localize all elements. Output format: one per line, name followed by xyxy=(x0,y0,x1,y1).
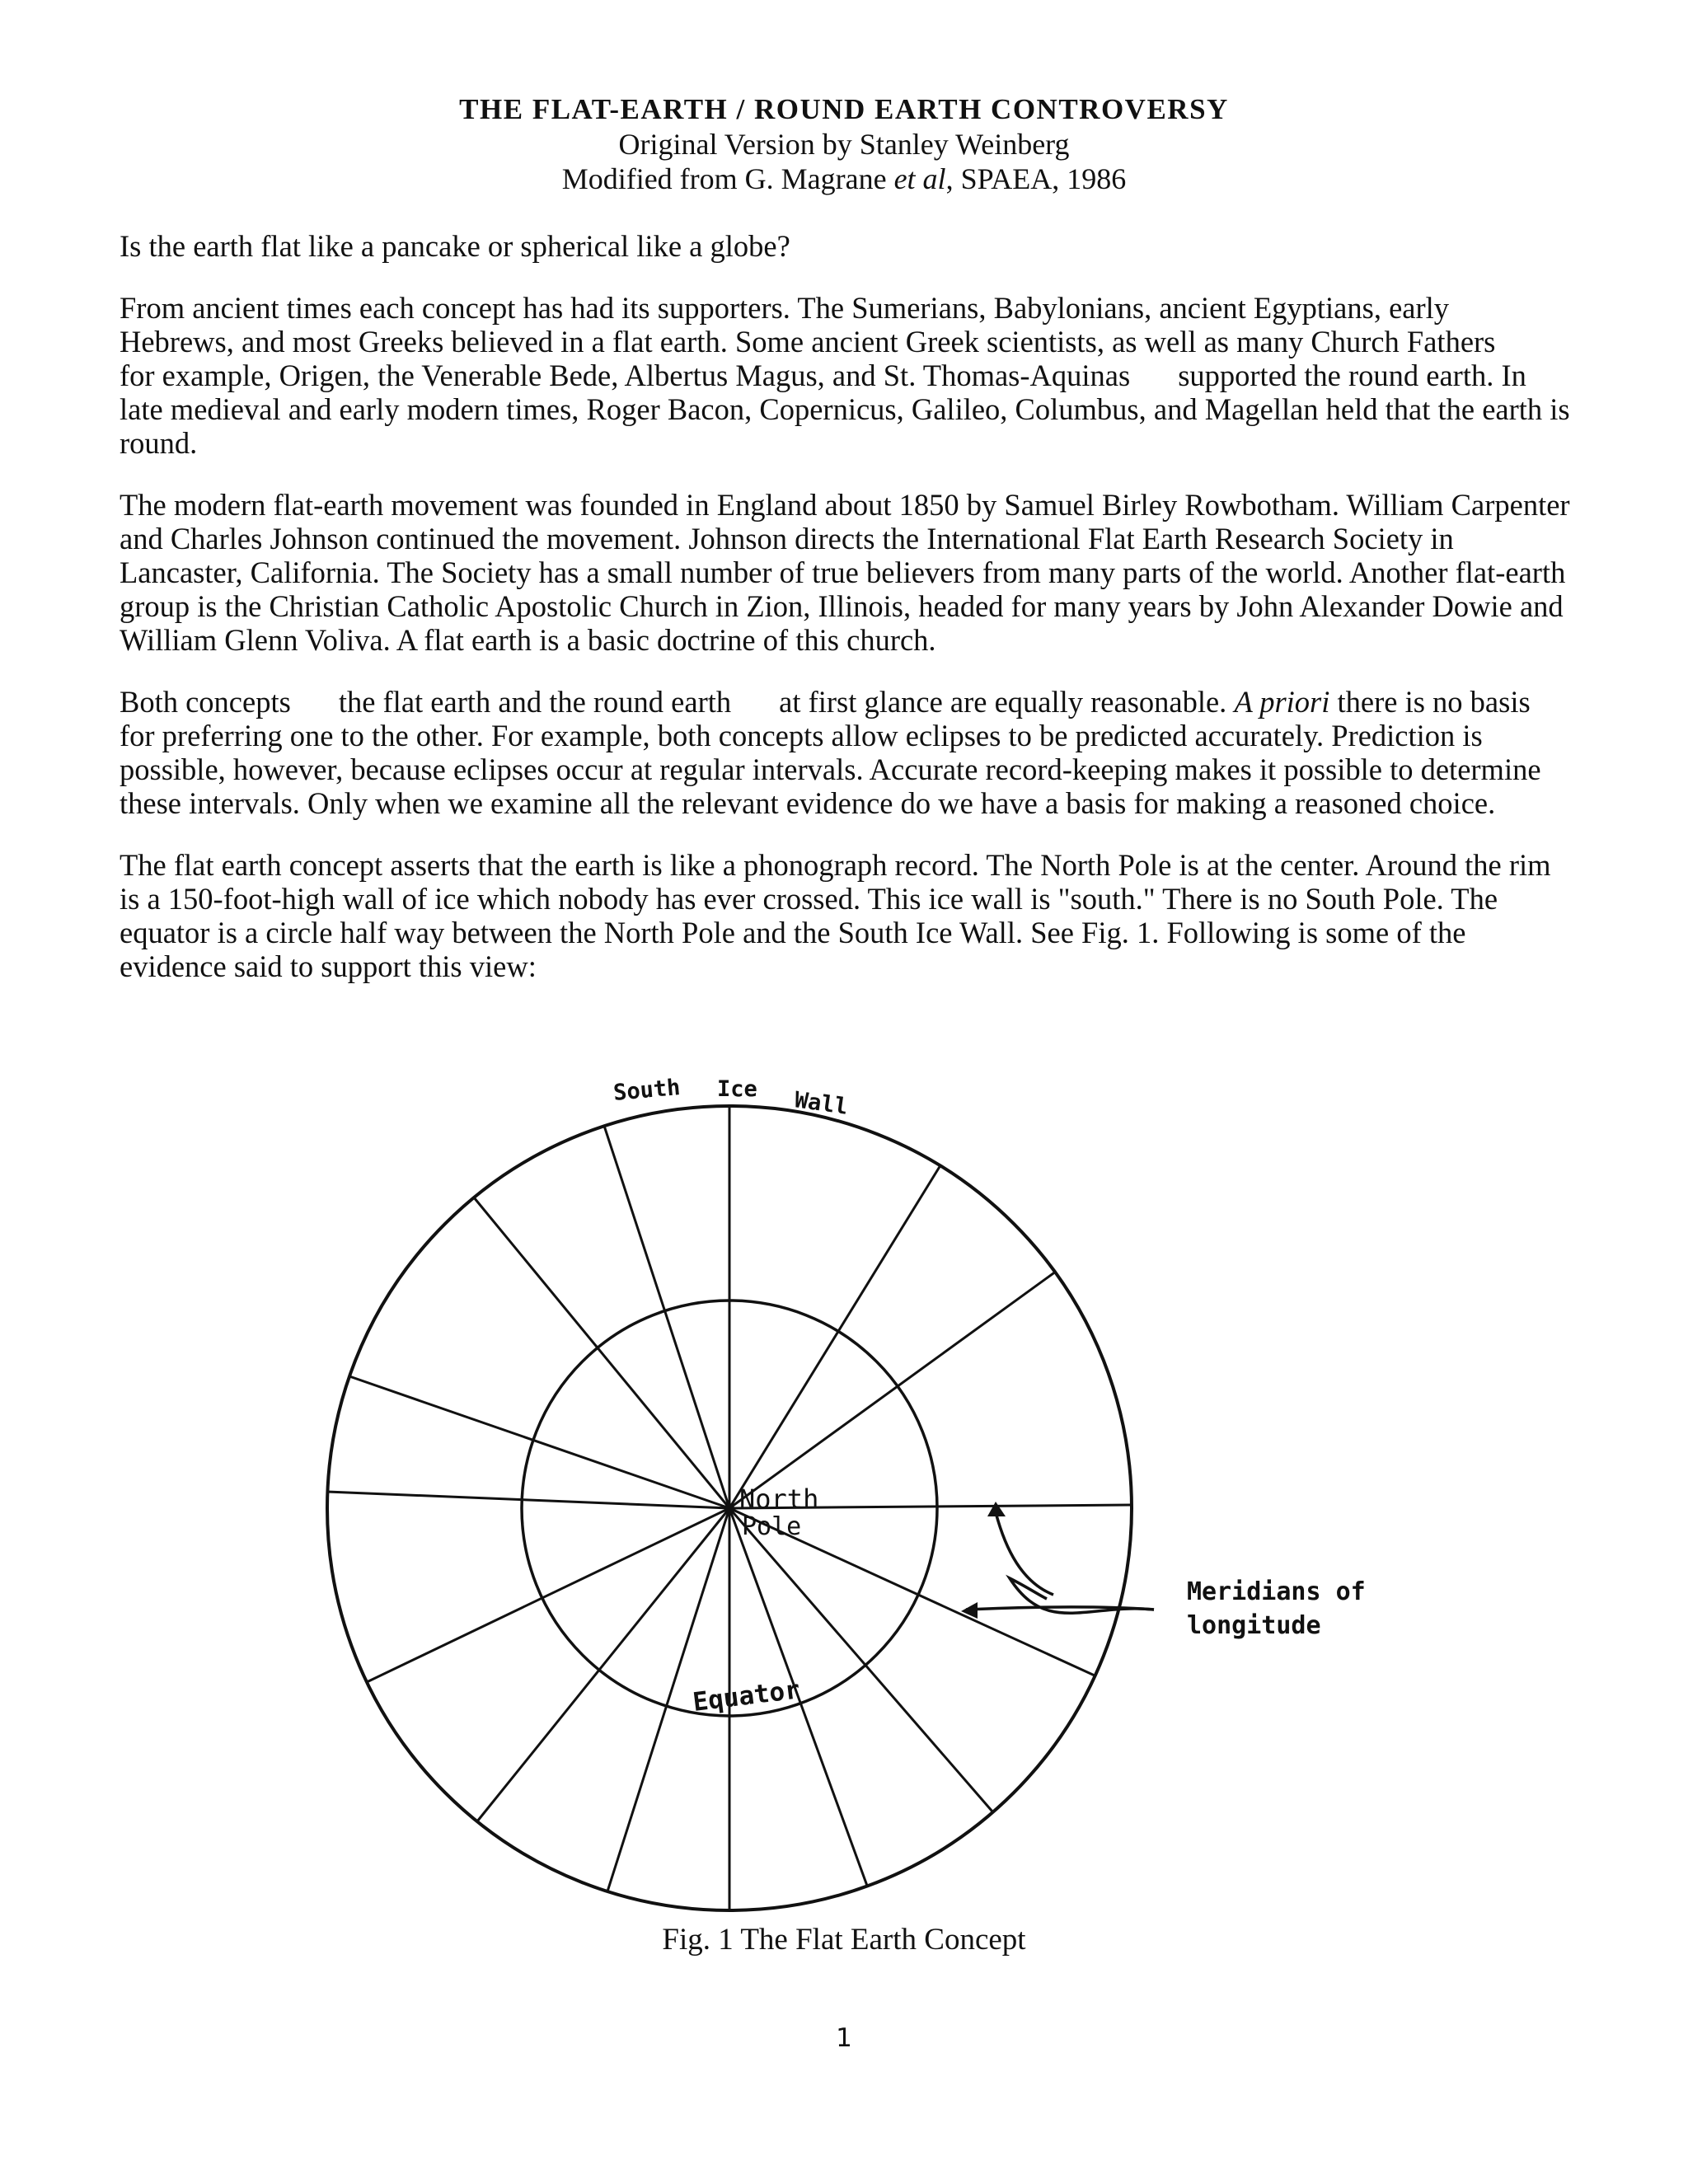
leader-branch xyxy=(996,1512,1053,1595)
history-part-2: for example, Origen, the Venerable Bede, Albertus Magus, and St. Thomas-Aquinas xyxy=(120,359,1131,392)
concepts-part-3: at first glance are equally reasonable. xyxy=(779,685,1227,719)
paragraph-history xyxy=(120,291,1570,460)
meridian-line xyxy=(604,1126,729,1508)
paragraph-modern-movement: The modern flat-earth movement was founded in England about 1850 by Samuel Birley Rowbotham. William Carpenter and Charles Johnson continued the movement. Johnson directs the International Flat Earth Research Society in Lancaster, California. The Society has a small number of true believers from many parts of the world. Another flat-earth group is the Christian Catholic Apostolic Church in Zion, Illinois, headed for many years by John Alexander Dowie and William Glenn Voliva. A flat earth is a basic doctrine of this church. xyxy=(120,488,1570,657)
paragraph-question: Is the earth flat like a pancake or spherical like a globe? xyxy=(120,229,790,263)
meridian-line xyxy=(367,1508,729,1682)
a-priori-italic: A priori xyxy=(1234,685,1330,719)
paragraph-both-concepts xyxy=(120,685,1570,820)
meridian-line xyxy=(327,1492,729,1508)
modified-from-line xyxy=(0,162,1688,196)
meridian-line xyxy=(729,1273,1053,1508)
ice-label: Ice xyxy=(717,1076,757,1102)
pole-label: Pole xyxy=(742,1512,802,1541)
meridian-line xyxy=(349,1376,729,1508)
document-title: THE FLAT-EARTH / ROUND EARTH CONTROVERSY xyxy=(459,93,1229,125)
meridian-line xyxy=(474,1197,729,1508)
original-version-line: Original Version by Stanley Weinberg xyxy=(618,128,1070,161)
north-pole-dot xyxy=(724,1503,734,1513)
concepts-part-1: Both concepts xyxy=(120,685,291,719)
flat-earth-diagram xyxy=(0,1063,1688,1945)
meridian-line xyxy=(477,1508,729,1821)
title-block xyxy=(0,92,1688,196)
concepts-part-2: the flat earth and the round earth xyxy=(338,685,732,719)
meridian-line xyxy=(729,1508,992,1811)
equator-label: Equator xyxy=(691,1675,802,1718)
modified-prefix: Modified from G. Magrane xyxy=(561,162,894,195)
meridian-line xyxy=(729,1165,940,1508)
north-label: North xyxy=(739,1483,819,1515)
leader-lower xyxy=(966,1607,1154,1610)
meridians-label-line2: longitude xyxy=(1187,1611,1321,1640)
history-part-3: supported the round earth. In late medieval and early modern times, Roger Bacon, Copernicus, Galileo, Columbus, and Magellan held that the earth is round. xyxy=(120,359,1570,460)
page-number: 1 xyxy=(836,2023,852,2053)
figure-caption: Fig. 1 The Flat Earth Concept xyxy=(662,1923,1026,1957)
paragraph-flat-earth-concept: The flat earth concept asserts that the earth is like a phonograph record. The North Pole is at the center. Around the rim is a 150-foot-high wall of ice which nobody has ever crossed. This ice wall is "south." There is no South Pole. The equator is a circle half way between the North Pole and the South Ice Wall. See Fig. 1. Following is some of the evidence said to support this view: xyxy=(120,848,1551,983)
south-label: South xyxy=(612,1075,682,1106)
body-text xyxy=(120,229,1570,1011)
wall-label: Wall xyxy=(793,1087,850,1120)
arrowhead-icon xyxy=(987,1502,1006,1516)
meridians-label-line1: Meridians of xyxy=(1187,1577,1366,1606)
history-part-1: From ancient times each concept has had its supporters. The Sumerians, Babylonians, ancient Egyptians, early Hebrews, and most Greeks believed in a flat earth. Some ancient Greek scientists, as well as many Church Fathers xyxy=(120,291,1496,359)
modified-italic: et al xyxy=(893,162,946,195)
concepts-part-4: there is no basis for preferring one to the other. For example, both concepts allow eclipses to be predicted accurately. Prediction is possible, however, because eclipses occur at regular intervals. Accurate record-keeping makes it possible to determine these intervals. Only when we examine all the relevant evidence do we have a basis for making a reasoned choice. xyxy=(120,685,1541,820)
modified-suffix: , SPAEA, 1986 xyxy=(945,162,1127,195)
